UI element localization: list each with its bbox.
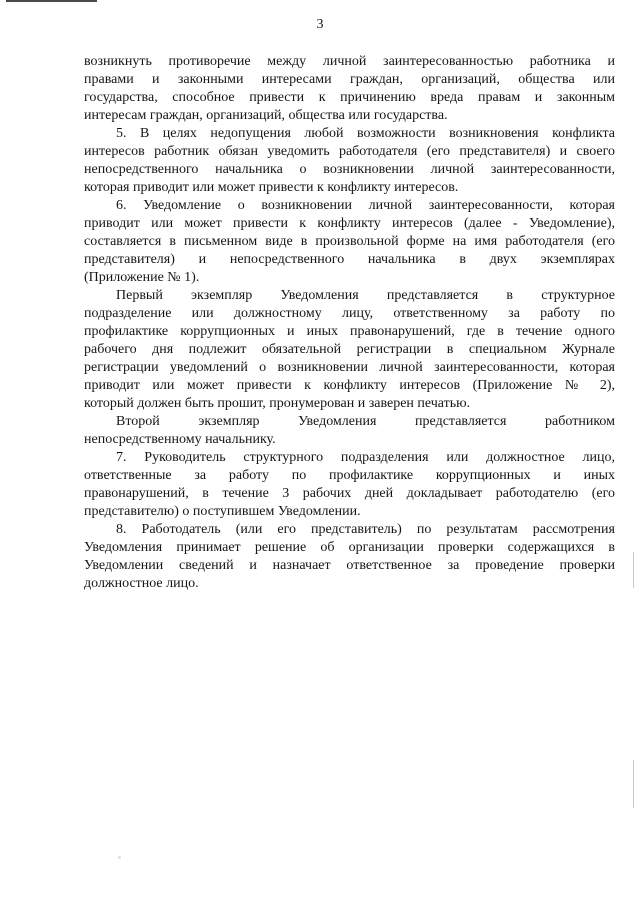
scan-dust-mark [118, 856, 121, 859]
text-line: государства, способное привести к причинению вреда правам и законным [84, 90, 615, 105]
text-line: 8. Работодатель (или его представитель) по результатам рассмотрения [116, 522, 615, 537]
text-line: правами и законными интересами граждан, организаций, общества или [84, 72, 615, 87]
text-line: 6. Уведомление о возникновении личной заинтересованности, которая [116, 198, 615, 213]
text-line: непосредственного начальника о возникновении личной заинтересованности, [84, 162, 615, 177]
text-line: непосредственному начальнику. [84, 432, 276, 447]
text-line: интересам граждан, организаций, общества или государства. [84, 108, 448, 123]
text-line: который должен быть прошит, пронумерован и заверен печатью. [84, 396, 471, 411]
text-line: Первый экземпляр Уведомления представляется в структурное [116, 288, 615, 303]
text-line: подразделение или должностному лицу, ответственному за работу по [84, 306, 615, 321]
text-line: ответственные за работу по профилактике коррупционных и иных [84, 468, 615, 483]
text-line: Уведомления принимает решение об организации проверки содержащихся в [84, 540, 615, 555]
text-line: приводит или может привести к конфликту интересов (Приложение № 2), [84, 378, 615, 393]
text-line: приводит или может привести к конфликту интересов (далее - Уведомление), [84, 216, 615, 231]
text-line: (Приложение № 1). [84, 270, 200, 285]
text-line: правонарушений, в течение 3 рабочих дней докладывает работодателю (его [84, 486, 615, 501]
scan-edge-mark [633, 760, 634, 808]
scan-edge-mark [633, 552, 634, 588]
top-edge-rule [6, 0, 97, 2]
text-line: Второй экземпляр Уведомления представляется работником [116, 414, 615, 429]
text-line: Уведомлении сведений и назначает ответственное за проведение проверки [84, 558, 615, 573]
text-line: представителя) и непосредственного начальника в двух экземплярах [84, 252, 615, 267]
text-line: которая приводит или может привести к конфликту интересов. [84, 180, 459, 195]
text-line: составляется в письменном виде в произвольной форме на имя работодателя (его [84, 234, 615, 249]
text-line: профилактике коррупционных и иных правонарушений, где в течение одного [84, 324, 615, 339]
text-line: интересов работник обязан уведомить работодателя (его представителя) и своего [84, 144, 615, 159]
text-line: возникнуть противоречие между личной заинтересованностью работника и [84, 54, 615, 69]
text-line: должностное лицо. [84, 576, 199, 591]
text-line: 7. Руководитель структурного подразделения или должностное лицо, [116, 450, 615, 465]
page-number: 3 [316, 17, 324, 32]
text-line: 5. В целях недопущения любой возможности возникновения конфликта [116, 126, 615, 141]
text-line: регистрации уведомлений о возникновении личной заинтересованности, которая [84, 360, 615, 375]
text-line: представителю) о поступившем Уведомлении. [84, 504, 361, 519]
text-line: рабочего дня подлежит обязательной регистрации в специальном Журнале [84, 342, 615, 357]
